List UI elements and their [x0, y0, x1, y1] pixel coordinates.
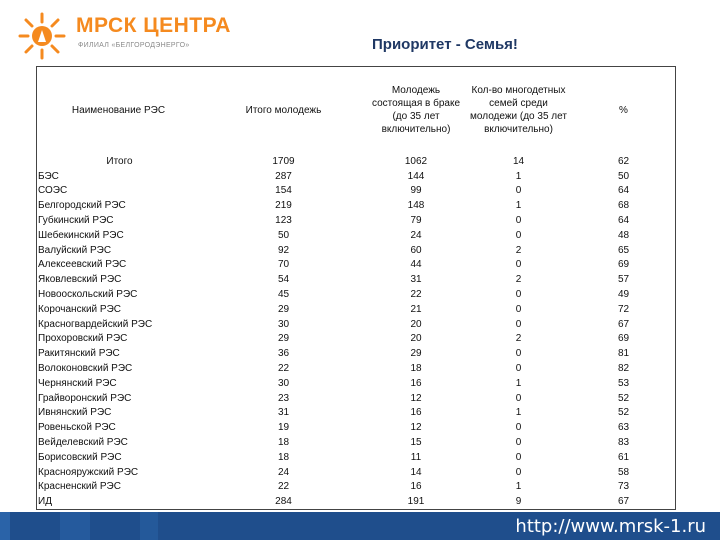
cell-percent: 69 — [617, 259, 630, 271]
cell-total-youth: 287 — [275, 170, 292, 182]
cell-large-families: 14 — [512, 155, 525, 167]
cell-large-families: 1 — [515, 200, 522, 212]
table-row — [36, 184, 676, 199]
cell-name: СОЭС — [38, 185, 68, 197]
col-header-total-youth: Итого молодежь — [245, 104, 322, 116]
cell-married: 191 — [407, 496, 425, 508]
footer-tile — [140, 512, 158, 540]
cell-name: Ровеньской РЭС — [38, 422, 116, 434]
cell-large-families: 0 — [515, 185, 522, 197]
cell-married: 16 — [410, 377, 422, 389]
cell-percent: 67 — [617, 496, 630, 508]
cell-name: Ракитянский РЭС — [38, 348, 120, 360]
cell-married: 31 — [410, 274, 422, 286]
cell-married: 24 — [410, 229, 422, 241]
cell-total-youth: 22 — [277, 363, 290, 375]
cell-total-youth: 45 — [277, 289, 290, 301]
cell-percent: 65 — [617, 244, 630, 256]
cell-percent: 58 — [617, 466, 630, 478]
table-row — [36, 435, 676, 450]
cell-percent: 52 — [617, 407, 630, 419]
cell-married: 148 — [407, 200, 425, 212]
table-row — [36, 346, 676, 361]
cell-large-families: 1 — [515, 407, 522, 419]
cell-married: 79 — [410, 215, 422, 227]
table-row — [36, 465, 676, 480]
res-youth-table — [36, 66, 676, 509]
cell-married: 16 — [410, 481, 422, 493]
cell-percent: 81 — [617, 348, 630, 360]
cell-name: Итого — [106, 155, 133, 167]
cell-percent: 68 — [617, 200, 630, 212]
cell-total-youth: 36 — [277, 348, 290, 360]
cell-total-youth: 22 — [277, 481, 290, 493]
cell-name: Прохоровский РЭС — [38, 333, 128, 345]
col-header-married: Молодежь состоящая в браке (до 35 лет включительно) — [371, 85, 461, 135]
cell-total-youth: 54 — [277, 274, 290, 286]
cell-name: Ивнянский РЭС — [38, 407, 112, 419]
logo-title: МРСК ЦЕНТРА — [76, 14, 231, 37]
cell-married: 18 — [410, 363, 422, 375]
cell-percent: 48 — [617, 229, 630, 241]
cell-married: 60 — [410, 244, 422, 256]
cell-name: Шебекинский РЭС — [38, 229, 124, 241]
table-row — [36, 332, 676, 347]
cell-married: 1062 — [404, 155, 428, 167]
cell-total-youth: 19 — [277, 422, 290, 434]
cell-name: Губкинский РЭС — [38, 215, 114, 227]
table-row — [36, 228, 676, 243]
cell-large-families: 0 — [515, 348, 522, 360]
cell-total-youth: 123 — [275, 215, 292, 227]
cell-percent: 69 — [617, 333, 630, 345]
cell-large-families: 9 — [515, 496, 522, 508]
footer-tile — [60, 512, 90, 540]
col-header-percent: % — [619, 104, 628, 116]
slide-title: Приоритет - Семья! — [372, 36, 518, 53]
cell-name: Краснояружский РЭС — [38, 466, 139, 478]
cell-percent: 72 — [617, 303, 630, 315]
cell-name: Яковлевский РЭС — [38, 274, 122, 286]
table-body — [36, 154, 676, 509]
table-total-row — [36, 154, 676, 169]
cell-name: ИД — [38, 496, 52, 508]
cell-total-youth: 18 — [277, 451, 290, 463]
cell-married: 15 — [410, 437, 422, 449]
cell-percent: 61 — [617, 451, 630, 463]
cell-percent: 53 — [617, 377, 630, 389]
table-row — [36, 198, 676, 213]
cell-percent: 82 — [617, 363, 630, 375]
cell-name: Чернянский РЭС — [38, 377, 117, 389]
cell-percent: 83 — [617, 437, 630, 449]
table-row — [36, 391, 676, 406]
cell-total-youth: 29 — [277, 333, 290, 345]
cell-total-youth: 30 — [277, 318, 290, 330]
sun-logo-icon — [14, 8, 70, 64]
cell-married: 99 — [410, 185, 422, 197]
cell-name: Белгородский РЭС — [38, 200, 126, 212]
cell-married: 22 — [410, 289, 422, 301]
table-row — [36, 450, 676, 465]
cell-large-families: 0 — [515, 303, 522, 315]
table-header-row — [36, 66, 676, 154]
cell-married: 16 — [410, 407, 422, 419]
cell-name: Валуйский РЭС — [38, 244, 112, 256]
table-row — [36, 317, 676, 332]
cell-married: 20 — [410, 333, 422, 345]
cell-total-youth: 50 — [277, 229, 290, 241]
cell-large-families: 1 — [515, 481, 522, 493]
cell-married: 20 — [410, 318, 422, 330]
cell-percent: 73 — [617, 481, 630, 493]
cell-name: Борисовский РЭС — [38, 451, 122, 463]
cell-large-families: 0 — [515, 289, 522, 301]
company-logo — [14, 8, 231, 64]
cell-large-families: 0 — [515, 466, 522, 478]
cell-total-youth: 29 — [277, 303, 290, 315]
cell-large-families: 0 — [515, 451, 522, 463]
cell-percent: 64 — [617, 185, 630, 197]
cell-married: 14 — [410, 466, 422, 478]
col-header-large-families: Кол-во многодетных семей среди молодежи (до 35 лет включительно) — [470, 85, 567, 135]
cell-name: Красногвардейский РЭС — [38, 318, 153, 330]
table-row — [36, 420, 676, 435]
table-row — [36, 258, 676, 273]
cell-percent: 64 — [617, 215, 630, 227]
table-row — [36, 213, 676, 228]
cell-large-families: 0 — [515, 318, 522, 330]
cell-percent: 50 — [617, 170, 630, 182]
table-row — [36, 287, 676, 302]
cell-total-youth: 219 — [275, 200, 292, 212]
cell-married: 11 — [410, 451, 422, 463]
col-header-name: Наименование РЭС — [71, 104, 166, 116]
cell-total-youth: 18 — [277, 437, 290, 449]
cell-married: 21 — [410, 303, 422, 315]
table-row — [36, 272, 676, 287]
table-row — [36, 361, 676, 376]
table-row — [36, 243, 676, 258]
cell-large-families: 0 — [515, 422, 522, 434]
cell-name: Красненский РЭС — [38, 481, 121, 493]
cell-name: Новооскольский РЭС — [38, 289, 138, 301]
cell-large-families: 1 — [515, 170, 522, 182]
cell-name: Алексеевский РЭС — [38, 259, 127, 271]
cell-large-families: 1 — [515, 377, 522, 389]
cell-name: Вейделевский РЭС — [38, 437, 128, 449]
footer-url-link[interactable]: http://www.mrsk-1.ru — [515, 516, 706, 537]
cell-large-families: 0 — [515, 363, 522, 375]
cell-percent: 67 — [617, 318, 630, 330]
cell-large-families: 2 — [515, 333, 522, 345]
cell-name: Волоконовский РЭС — [38, 363, 133, 375]
cell-total-youth: 24 — [277, 466, 290, 478]
table-row — [36, 406, 676, 421]
cell-large-families: 0 — [515, 437, 522, 449]
table-row — [36, 376, 676, 391]
cell-married: 12 — [410, 392, 422, 404]
cell-name: БЭС — [38, 170, 59, 182]
cell-percent: 57 — [617, 274, 630, 286]
cell-large-families: 0 — [515, 229, 522, 241]
table-row — [36, 169, 676, 184]
cell-total-youth: 70 — [277, 259, 290, 271]
cell-percent: 63 — [617, 422, 630, 434]
cell-percent: 62 — [617, 155, 630, 167]
cell-married: 12 — [410, 422, 422, 434]
cell-percent: 49 — [617, 289, 630, 301]
table-row — [36, 494, 676, 509]
cell-large-families: 0 — [515, 259, 522, 271]
cell-name: Грайворонский РЭС — [38, 392, 132, 404]
cell-married: 144 — [407, 170, 425, 182]
cell-percent: 52 — [617, 392, 630, 404]
cell-married: 29 — [410, 348, 422, 360]
cell-total-youth: 23 — [277, 392, 290, 404]
cell-total-youth: 1709 — [272, 155, 295, 167]
cell-total-youth: 30 — [277, 377, 290, 389]
logo-subtitle: ФИЛИАЛ «БЕЛГОРОДЭНЕРГО» — [78, 42, 190, 49]
cell-large-families: 2 — [515, 244, 522, 256]
cell-large-families: 0 — [515, 215, 522, 227]
cell-name: Корочанский РЭС — [38, 303, 121, 315]
cell-total-youth: 92 — [277, 244, 290, 256]
table-row — [36, 302, 676, 317]
cell-large-families: 0 — [515, 392, 522, 404]
cell-total-youth: 31 — [277, 407, 290, 419]
cell-large-families: 2 — [515, 274, 522, 286]
table-row — [36, 480, 676, 495]
footer-tile — [0, 512, 10, 540]
cell-total-youth: 284 — [275, 496, 292, 508]
cell-married: 44 — [410, 259, 422, 271]
cell-total-youth: 154 — [275, 185, 292, 197]
